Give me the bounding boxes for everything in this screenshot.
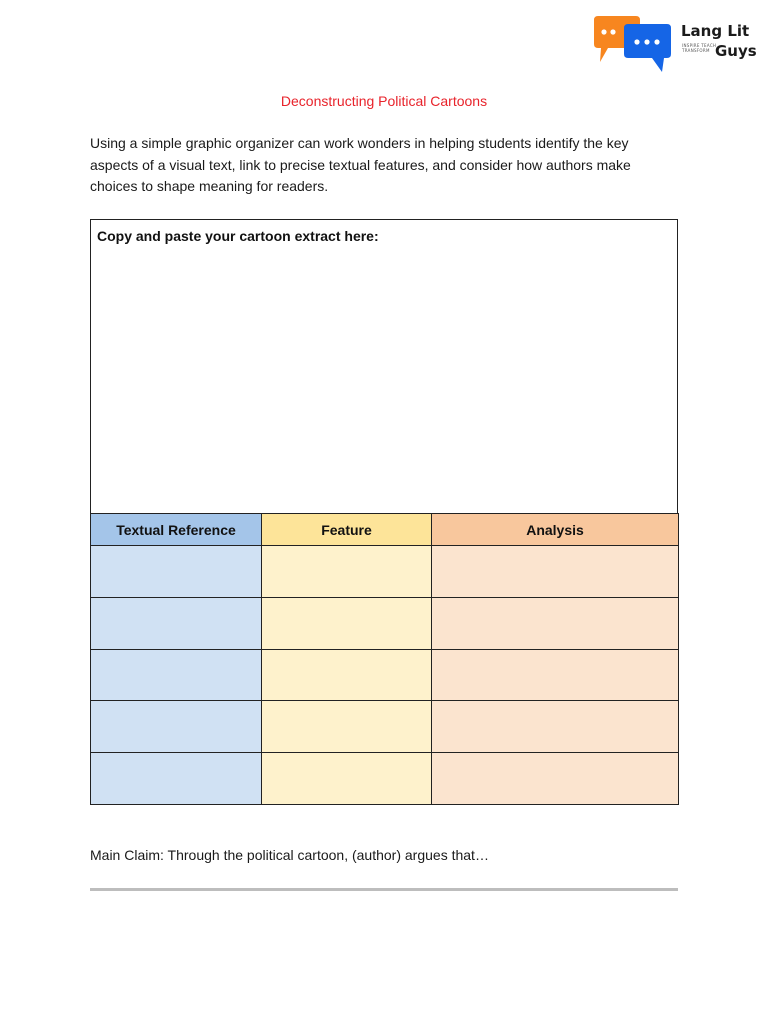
- chat-bubbles-icon: [592, 14, 674, 74]
- feature-cell[interactable]: [262, 701, 432, 753]
- feature-cell[interactable]: [262, 649, 432, 701]
- table-row: [91, 546, 679, 598]
- analysis-cell[interactable]: [432, 649, 679, 701]
- logo-name: Lang Lit: [681, 22, 750, 40]
- main-claim-prompt: Main Claim: Through the political cartoon, (author) argues that…: [90, 847, 489, 863]
- lang-lit-guys-logo: [592, 14, 762, 74]
- textual-reference-cell[interactable]: [91, 701, 262, 753]
- feature-cell[interactable]: [262, 546, 432, 598]
- logo-tagline: INSPIRE TEACH TRANSFORM: [682, 43, 717, 53]
- table-header-row: [91, 514, 679, 546]
- textual-reference-cell[interactable]: [91, 753, 262, 805]
- header-feature: Feature: [262, 514, 432, 546]
- feature-cell[interactable]: [262, 597, 432, 649]
- textual-reference-cell[interactable]: [91, 597, 262, 649]
- cartoon-paste-area[interactable]: [90, 219, 678, 513]
- analysis-cell[interactable]: [432, 753, 679, 805]
- header-textual-reference: Textual Reference: [91, 514, 262, 546]
- intro-paragraph: Using a simple graphic organizer can work wonders in helping students identify the key aspects of a visual text, link to precise textual features, and consider how authors make choices to shape meaning for readers.: [90, 135, 631, 194]
- answer-line[interactable]: [90, 888, 678, 891]
- textual-reference-cell[interactable]: [91, 546, 262, 598]
- analysis-cell[interactable]: [432, 701, 679, 753]
- page-title: Deconstructing Political Cartoons: [280, 93, 488, 109]
- graphic-organizer-table: [90, 513, 679, 805]
- analysis-cell[interactable]: [432, 546, 679, 598]
- table-row: [91, 649, 679, 701]
- analysis-cell[interactable]: [432, 597, 679, 649]
- feature-cell[interactable]: [262, 753, 432, 805]
- table-row: [91, 753, 679, 805]
- header-analysis: Analysis: [432, 514, 679, 546]
- cartoon-box-label: Copy and paste your cartoon extract here:: [97, 228, 379, 244]
- textual-reference-cell[interactable]: [91, 649, 262, 701]
- table-row: [91, 701, 679, 753]
- logo-name-line2: Guys: [715, 42, 757, 60]
- table-row: [91, 597, 679, 649]
